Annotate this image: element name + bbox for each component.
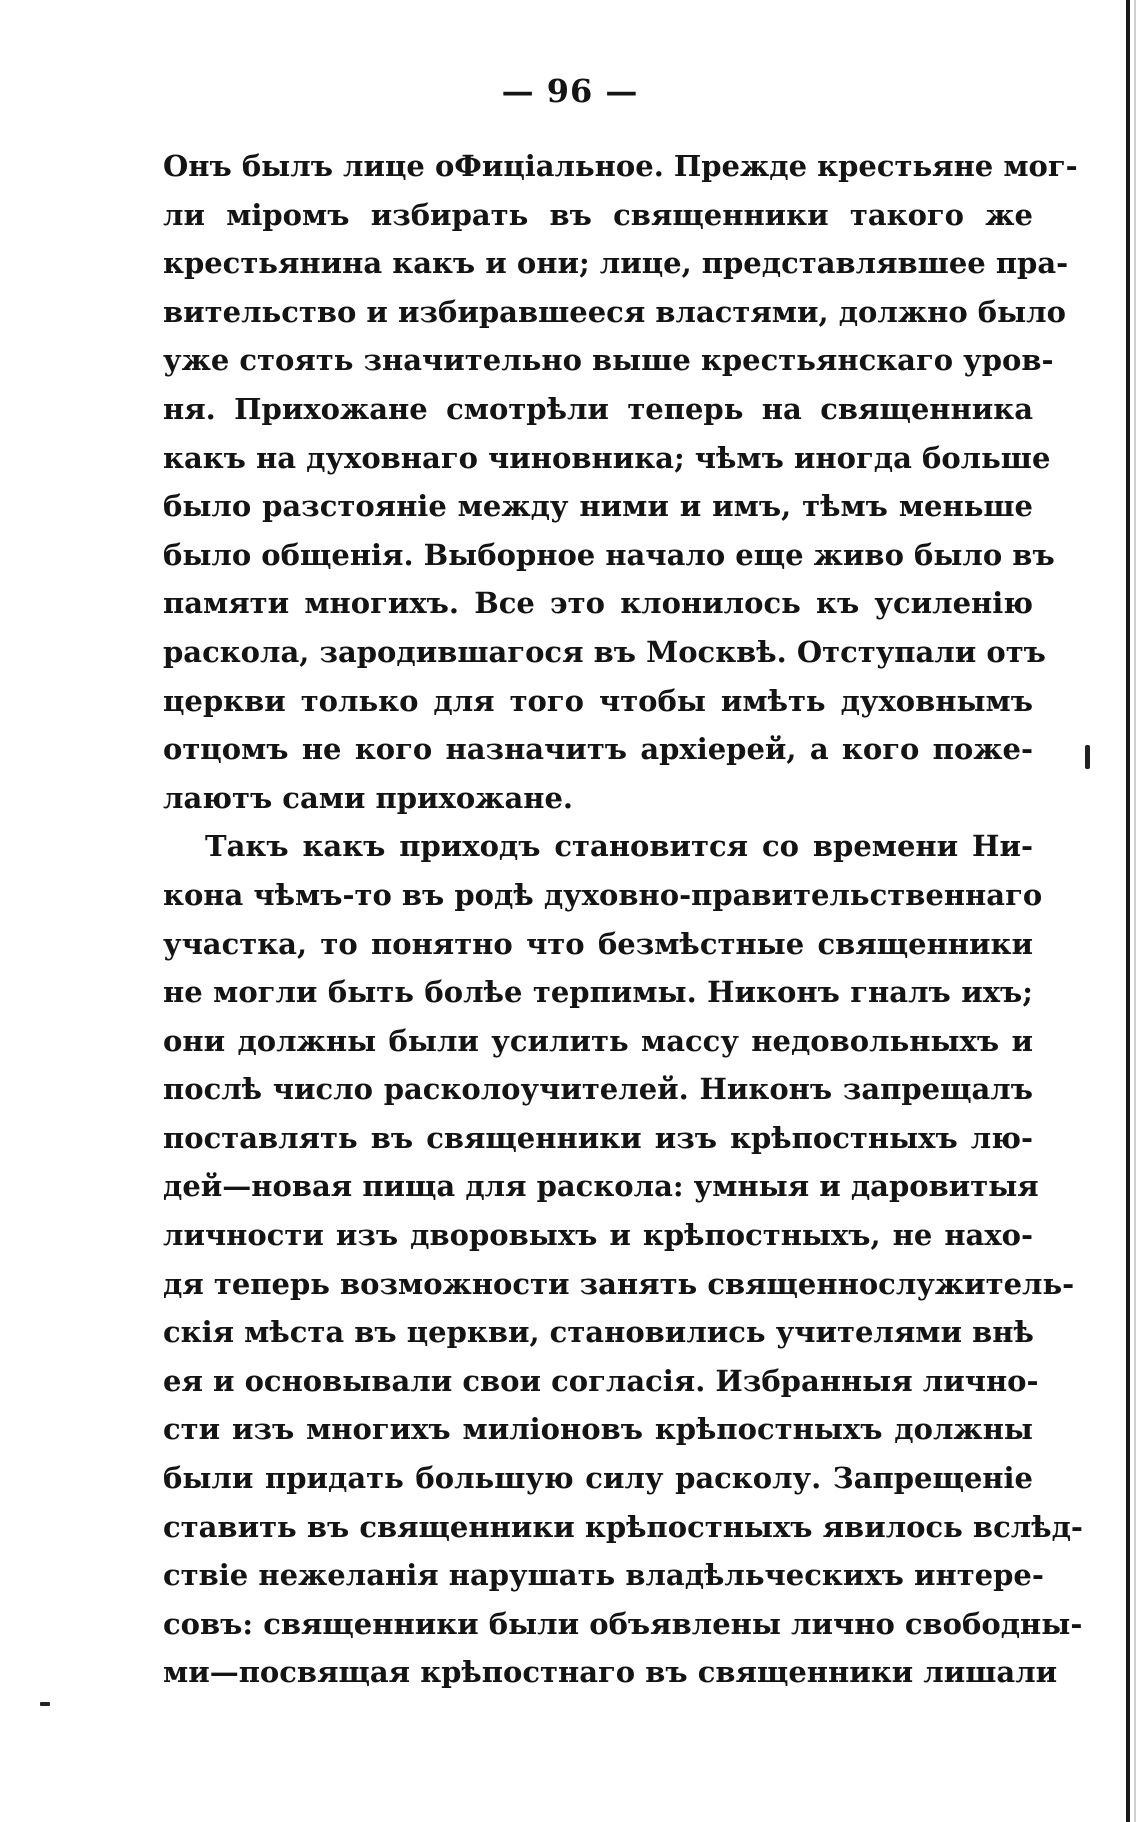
text-line: отцомъ не кого назначитъ архіерей, а кого поже- [163,732,1033,767]
text-line: были придать большую силу расколу. Запрещеніе [163,1461,1033,1496]
text-line: крестьянина какъ и они; лице, представлявшее пра- [163,246,1069,281]
text-line: они должны были усилить массу недовольныхъ и [163,1023,1033,1058]
text-line: скія мѣста въ церкви, становились учителями внѣ [163,1315,1034,1350]
scan-speck [1085,745,1090,769]
text-line: ствіе нежеланія нарушать владѣльческихъ интере- [163,1558,1044,1593]
text-line: лаютъ сами прихожане. [163,780,574,815]
text-line: дей—новая пища для раскола: умныя и даровитыя [163,1169,1039,1204]
text-line: раскола, зародившагося въ Москвѣ. Отступали отъ [163,634,1046,669]
text-line: ли міромъ избирать въ священники такого же [163,197,1033,232]
text-line: церкви только для того чтобы имѣть духовнымъ [163,683,1033,718]
page-edge [1126,0,1130,1822]
text-line: дя теперь возможности занять священнослужитель- [163,1266,1075,1301]
text-line: не могли быть болѣе терпимы. Никонъ гналъ ихъ; [163,975,1033,1010]
text-line: личности изъ дворовыхъ и крѣпостныхъ, не нахо- [163,1218,1033,1253]
scan-speck [40,1702,50,1706]
text-line: ставить въ священники крѣпостныхъ явилось вслѣд- [163,1509,1083,1544]
text-line: послѣ число расколоучителей. Никонъ запрещалъ [163,1072,1033,1107]
text-line: ея и основывали свои согласія. Избранныя лично- [163,1363,1039,1398]
body-text [163,142,1083,1697]
paragraph-first-line: Такъ какъ приходъ становится со времени Ни- [205,829,1033,864]
text-line: Онъ былъ лице оФиціальное. Прежде крестьяне мог- [163,149,1078,183]
text-line: памяти многихъ. Все это клонилось къ усиленію [163,586,1033,621]
text-line: сти изъ многихъ миліоновъ крѣпостныхъ должны [163,1412,1033,1447]
text-line: участка, то понятно что безмѣстные священники [163,926,1033,961]
text-line: ня. Прихожане смотрѣли теперь на священника [163,391,1033,426]
page-number: — 96 — [501,72,639,110]
page-edge-shadow [1134,0,1136,1822]
text-line: какъ на духовнаго чиновника; чѣмъ иногда больше [163,440,1051,475]
text-line: поставлять въ священники изъ крѣпостныхъ лю- [163,1120,1033,1155]
text-line: было общенія. Выборное начало еще живо было въ [163,537,1055,572]
text-line: вительство и избиравшееся властями, должно было [163,294,1066,329]
text-line: совъ: священники были объявлены лично свободны- [163,1606,1083,1641]
text-line: кона чѣмъ-то въ родѣ духовно-правительственнаго [163,877,1043,912]
text-line: было разстояніе между ними и имъ, тѣмъ меньше [163,489,1033,524]
text-line: ми—посвящая крѣпостнаго въ священники лишали [163,1655,1058,1690]
text-line: уже стоять значительно выше крестьянскаго уров- [163,343,1054,378]
